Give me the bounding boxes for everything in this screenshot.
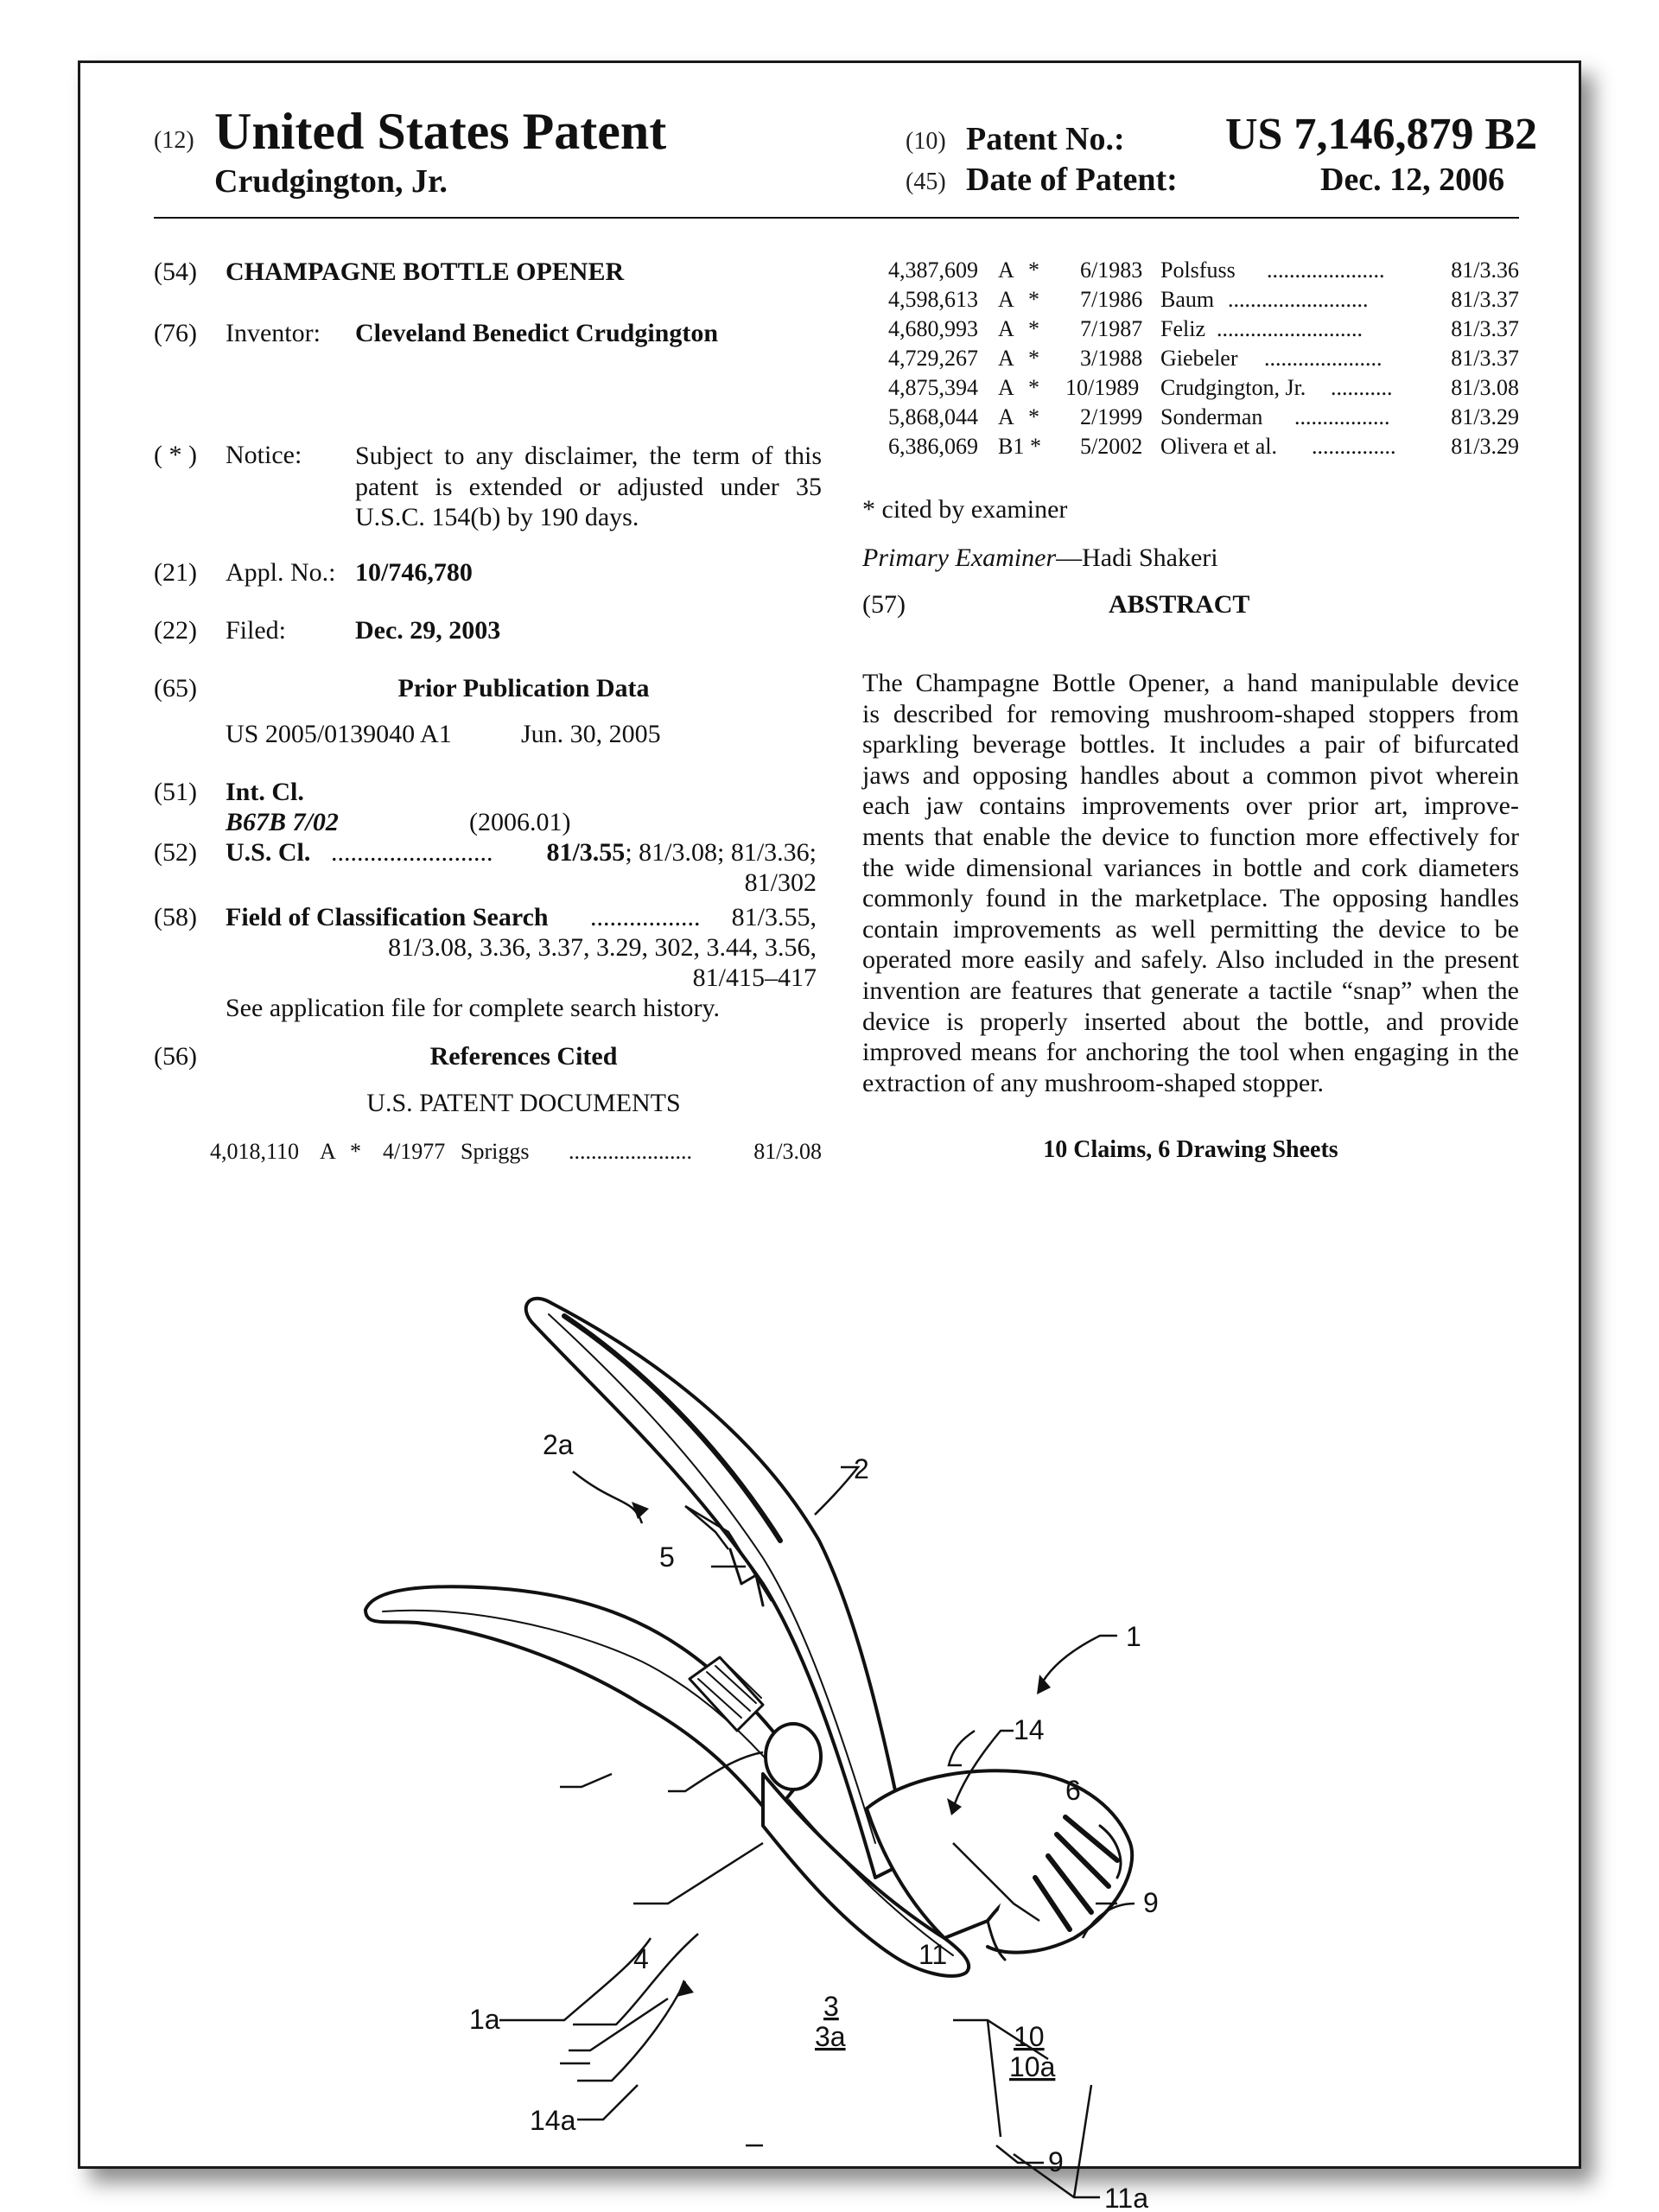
ref-dots: ......................	[569, 1139, 692, 1164]
ref-dots: ...........	[1331, 375, 1393, 400]
ref-name: Sonderman	[1160, 404, 1263, 429]
ref-number: 4,018,110	[210, 1139, 300, 1164]
leader-1	[1039, 1636, 1117, 1688]
notice-text	[355, 441, 822, 533]
ref-class: 81/3.37	[1451, 316, 1519, 341]
label-3a: 3a	[815, 2021, 846, 2052]
abstract-line: sparkling beverage bottles. It includes a pair of bifurcated	[862, 730, 1519, 760]
code-57: (57)	[862, 590, 906, 619]
abstract-line: The Champagne Bottle Opener, a hand manipulable device	[862, 669, 1519, 697]
ref-star: *	[1028, 257, 1039, 283]
ref-date: 3/1988	[1080, 346, 1143, 371]
reference-row	[888, 404, 1519, 432]
int-cl-year: (2006.01)	[469, 808, 571, 836]
reference-row	[888, 375, 1519, 403]
ref-star: *	[350, 1139, 361, 1164]
bottle-opener-drawing	[357, 1221, 1394, 2212]
ref-name: Crudgington, Jr.	[1160, 375, 1306, 400]
ref-star: *	[1028, 375, 1039, 400]
int-cl-code: B67B 7/02	[226, 808, 339, 836]
ref-date: 7/1986	[1080, 287, 1143, 312]
patent-sheet	[78, 60, 1581, 2212]
field-search-line-1: 81/3.55,	[731, 903, 817, 931]
arrowhead-1a	[677, 1980, 694, 1997]
ref-number: 4,387,609	[888, 257, 978, 283]
code-10: (10)	[906, 128, 946, 155]
us-cl-line-2: 81/302	[744, 868, 817, 897]
abstract-line: is described for removing mushroom-shaped stoppers from	[862, 699, 1519, 728]
code-56: (56)	[154, 1042, 197, 1071]
code-notice: ( * )	[154, 441, 197, 469]
prior-pub-heading: Prior Publication Data	[397, 674, 650, 702]
leader-1a	[499, 1938, 651, 2020]
see-application-note: See application file for complete search history.	[226, 994, 721, 1022]
reference-row	[888, 316, 1519, 344]
abstract-line: operated more easily and safely. Also included in the present	[862, 945, 1519, 975]
ref-date: 2/1999	[1080, 404, 1143, 429]
code-76: (76)	[154, 319, 197, 347]
ref-dots: .....................	[1267, 257, 1385, 283]
ref-star: *	[1028, 346, 1039, 371]
ref-name: Polsfuss	[1160, 257, 1236, 283]
ref-number: 4,729,267	[888, 346, 978, 371]
label-14: 14	[1014, 1714, 1045, 1745]
ref-dots: .................	[1294, 404, 1390, 429]
abstract-line: each jaw contains improvements over prior art, improve-	[862, 791, 1519, 821]
prior-pub-number: US 2005/0139040 A1	[226, 720, 452, 748]
us-cl-classes	[546, 838, 817, 868]
pivot-rivet	[766, 1724, 821, 1789]
ref-number: 4,598,613	[888, 287, 978, 312]
inventor-label: Inventor:	[226, 319, 321, 347]
label-1: 1	[1126, 1621, 1141, 1652]
ref-class: 81/3.29	[1451, 404, 1519, 429]
abstract-line: jaws and opposing handles about a common pivot wherein	[862, 760, 1519, 790]
code-45: (45)	[906, 168, 946, 195]
ref-dots: .....................	[1264, 346, 1382, 371]
notice-line-2: patent is extended or adjusted under 35	[355, 472, 822, 501]
examiner-label: Primary Examiner	[862, 543, 1057, 572]
ref-star: *	[1028, 287, 1039, 312]
notice-line-1: Subject to any disclaimer, the term of this	[355, 442, 822, 470]
label-10a: 10a	[1009, 2051, 1056, 2082]
ref-name: Baum	[1160, 287, 1215, 312]
date-of-patent: Dec. 12, 2006	[1320, 162, 1505, 198]
upper-handle	[526, 1299, 910, 1878]
ref-date: 5/2002	[1080, 434, 1143, 459]
ref-date: 10/1989	[1065, 375, 1140, 400]
ref-kind: B1	[998, 434, 1025, 459]
ref-kind: A	[998, 375, 1014, 400]
us-cl-main: 81/3.55	[546, 838, 626, 867]
ref-date: 6/1983	[1080, 257, 1143, 283]
invention-title: CHAMPAGNE BOTTLE OPENER	[226, 257, 625, 286]
int-cl-label: Int. Cl.	[226, 778, 304, 806]
label-9-top: 9	[1143, 1887, 1159, 1918]
ref-kind: A	[998, 257, 1014, 283]
ref-dots: .........................	[1228, 287, 1369, 312]
ref-number: 6,386,069	[888, 434, 978, 459]
reference-row	[888, 434, 1519, 461]
code-52: (52)	[154, 838, 197, 867]
leader-4-stub	[560, 1774, 612, 1787]
appl-no-label: Appl. No.:	[226, 558, 336, 587]
ref-class: 81/3.37	[1451, 287, 1519, 312]
us-documents-heading: U.S. PATENT DOCUMENTS	[366, 1089, 681, 1117]
ref-dots: ...............	[1312, 434, 1396, 459]
reference-row	[888, 346, 1519, 373]
ref-class: 81/3.29	[1451, 434, 1519, 459]
code-51: (51)	[154, 778, 197, 806]
ref-kind: A	[998, 346, 1014, 371]
code-22: (22)	[154, 616, 197, 645]
ref-star: *	[1030, 434, 1041, 459]
leader-2	[815, 1467, 858, 1515]
label-1a: 1a	[469, 2004, 500, 2035]
claims-summary: 10 Claims, 6 Drawing Sheets	[1043, 1136, 1338, 1163]
field-search-line-3: 81/415–417	[692, 963, 817, 992]
ref-class: 81/3.37	[1451, 346, 1519, 371]
ref-name: Olivera et al.	[1160, 434, 1277, 459]
reference-row	[888, 287, 1519, 315]
abstract-line: ments that enable the device to function more effectively for	[862, 822, 1519, 851]
patent-title-heading: United States Patent	[214, 103, 667, 160]
ref-name: Giebeler	[1160, 346, 1238, 371]
ref-kind: A	[320, 1139, 336, 1164]
cited-by-examiner-note: * cited by examiner	[862, 495, 1068, 524]
examiner-name: —Hadi Shakeri	[1056, 543, 1218, 572]
leader-14a	[577, 2085, 638, 2120]
label-5: 5	[659, 1541, 675, 1573]
code-58: (58)	[154, 903, 197, 931]
patent-number: US 7,146,879 B2	[1225, 110, 1538, 159]
notice-line-3: U.S.C. 154(b) by 190 days.	[355, 503, 639, 531]
label-2: 2	[854, 1453, 869, 1484]
date-of-patent-label: Date of Patent:	[966, 162, 1178, 198]
ref-date: 4/1977	[383, 1139, 446, 1164]
us-cl-label: U.S. Cl.	[226, 838, 311, 867]
label-6: 6	[1065, 1775, 1081, 1806]
abstract-line: improved means for anchoring the tool when engaging in the	[862, 1038, 1519, 1067]
field-search-line-2: 81/3.08, 3.36, 3.37, 3.29, 302, 3.44, 3.56,	[388, 933, 817, 962]
inventor-surname: Crudgington, Jr.	[214, 163, 448, 200]
abstract-line: contain improvements as well permitting the device to be	[862, 914, 1519, 944]
ref-star: *	[1028, 404, 1039, 429]
prior-pub-date: Jun. 30, 2005	[521, 720, 661, 748]
label-2a: 2a	[543, 1429, 574, 1460]
abstract-line: the wide dimensional variances in bottle and cork diameters	[862, 853, 1519, 882]
filed-date: Dec. 29, 2003	[355, 616, 501, 645]
inventor-name: Cleveland Benedict Crudgington	[355, 319, 719, 347]
ref-date: 7/1987	[1080, 316, 1143, 341]
ref-class: 81/3.08	[753, 1139, 822, 1164]
leader-1a-line	[633, 1843, 763, 1904]
abstract-heading: ABSTRACT	[1109, 590, 1250, 619]
notice-label: Notice:	[226, 441, 302, 469]
code-65: (65)	[154, 674, 197, 702]
label-3: 3	[823, 1991, 839, 2022]
label-10: 10	[1014, 2021, 1045, 2052]
header-rule	[154, 217, 1519, 219]
label-9-bottom: 9	[1048, 2146, 1064, 2177]
reference-row	[210, 1139, 822, 1166]
code-54: (54)	[154, 257, 197, 286]
abstract-line: device is properly inserted about the bottle, and provide	[862, 1007, 1519, 1036]
ref-number: 4,875,394	[888, 375, 978, 400]
arrowhead-1	[1037, 1675, 1051, 1694]
leader-2a	[573, 1471, 642, 1523]
abstract-line: invention are features that generate a tactile “snap” when the	[862, 976, 1519, 1005]
label-14a: 14a	[530, 2105, 576, 2136]
ref-name: Feliz	[1160, 316, 1205, 341]
ref-name: Spriggs	[461, 1139, 530, 1164]
ref-star: *	[1028, 316, 1039, 341]
code-21: (21)	[154, 558, 197, 587]
leader-11-b	[988, 2020, 1001, 2137]
appl-no: 10/746,780	[355, 558, 473, 587]
patent-no-label: Patent No.:	[966, 121, 1125, 157]
ref-class: 81/3.08	[1451, 375, 1519, 400]
abstract-text	[862, 668, 1519, 1098]
primary-examiner	[862, 543, 1218, 573]
ref-dots: ..........................	[1217, 316, 1363, 341]
us-cl-dots: .........................	[331, 838, 493, 867]
field-search-dots: .................	[590, 903, 701, 931]
ref-number: 4,680,993	[888, 316, 978, 341]
ref-kind: A	[998, 287, 1014, 312]
label-11: 11	[918, 1939, 948, 1970]
ref-kind: A	[998, 316, 1014, 341]
leader-9-bottom	[996, 2145, 1044, 2163]
reference-row	[888, 257, 1519, 285]
code-12: (12)	[154, 127, 194, 154]
filed-label: Filed:	[226, 616, 287, 645]
ref-kind: A	[998, 404, 1014, 429]
leader-11a-b	[1074, 2085, 1091, 2197]
ref-class: 81/3.36	[1451, 257, 1519, 283]
field-search-label: Field of Classification Search	[226, 903, 549, 931]
label-11a: 11a	[1104, 2183, 1149, 2212]
label-4: 4	[633, 1943, 649, 1974]
leader-14	[949, 1731, 975, 1765]
abstract-line: extraction of any mushroom-shaped stopper.	[862, 1068, 1325, 1097]
abstract-line: commonly found in the marketplace. The opposing handles	[862, 884, 1519, 913]
us-cl-rest: ; 81/3.08; 81/3.36;	[625, 838, 817, 867]
ref-number: 5,868,044	[888, 404, 978, 429]
references-heading: References Cited	[429, 1042, 618, 1071]
